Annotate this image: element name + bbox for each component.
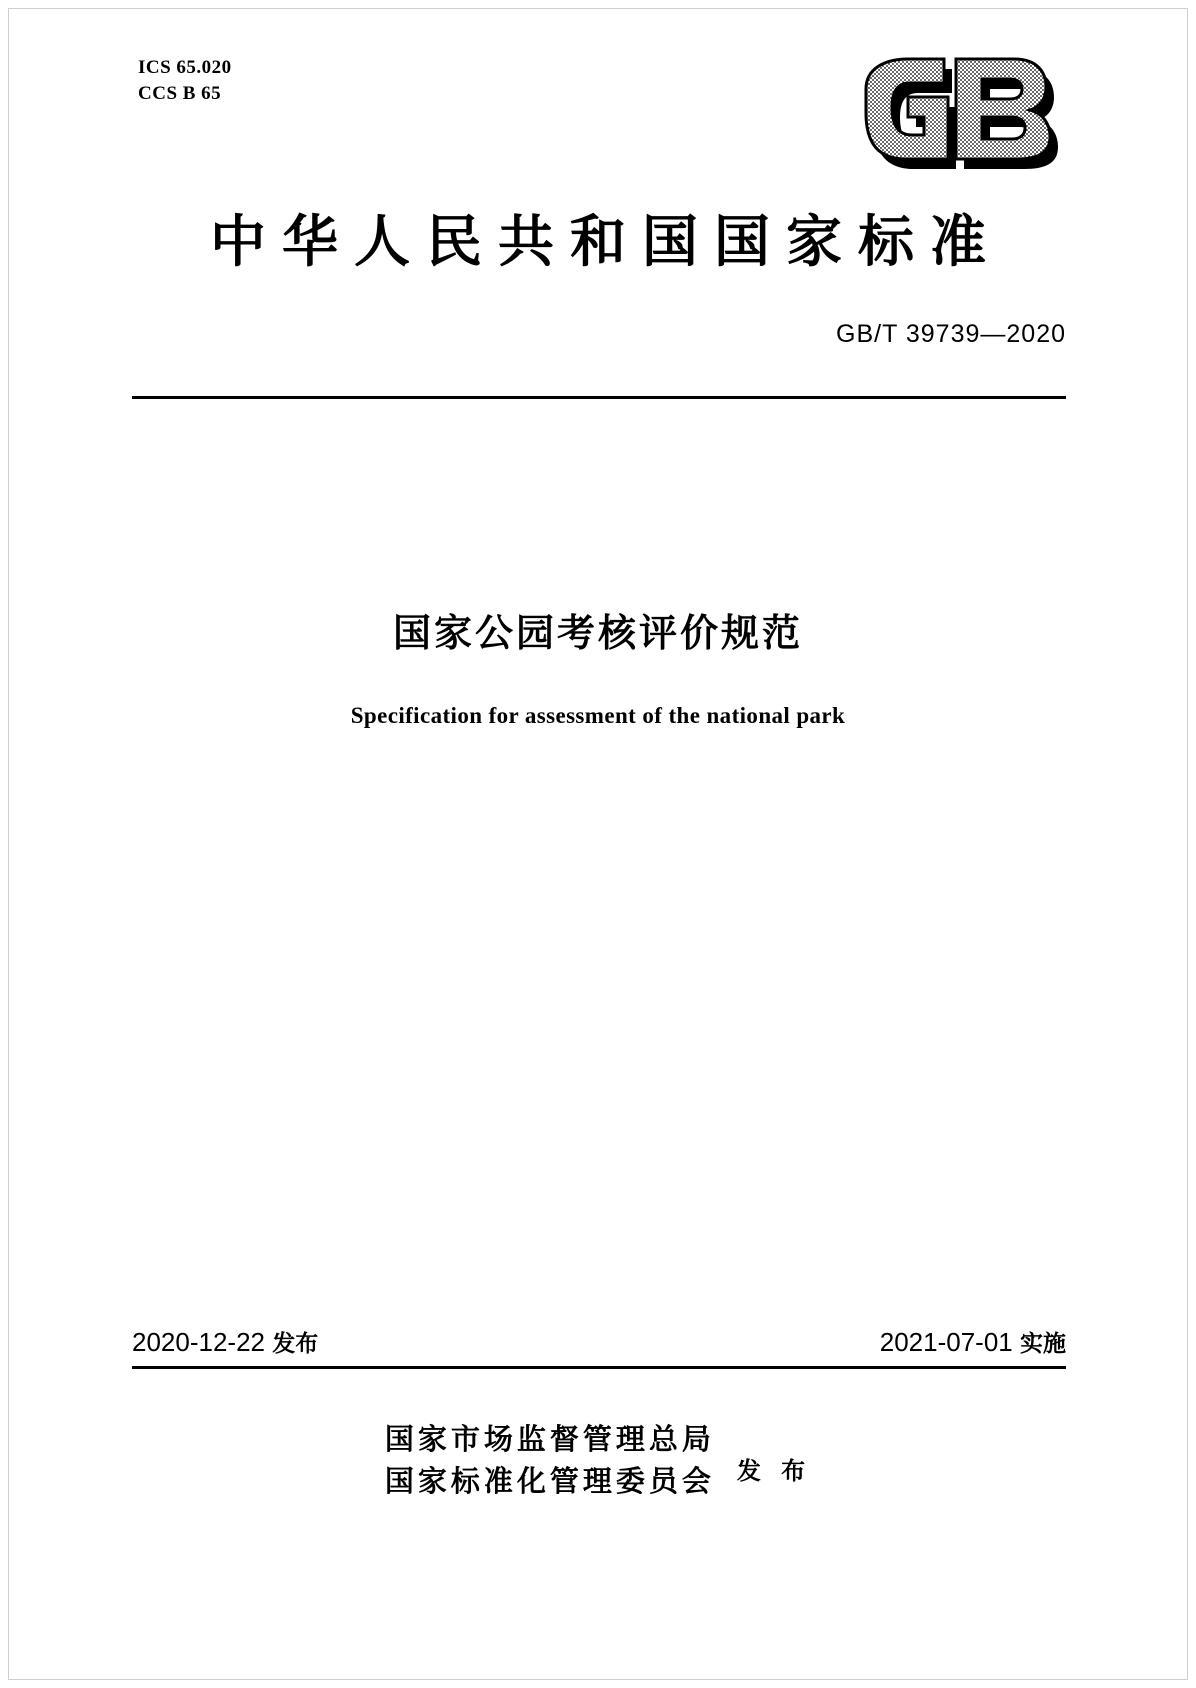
ccs-code: CCS B 65 [138, 82, 222, 104]
release-date: 2020-12-22 [132, 1327, 265, 1357]
publisher-names [385, 1418, 715, 1502]
release-date-group [132, 1325, 318, 1358]
divider-top [132, 396, 1066, 399]
implementation-date: 2021-07-01 [879, 1327, 1013, 1357]
divider-bottom [132, 1366, 1066, 1369]
publisher-issue-label: 发 布 [736, 1457, 812, 1486]
standard-number: GB/T 39739—2020 [836, 320, 1066, 348]
release-label: 发布 [272, 1331, 319, 1357]
ics-code: ICS 65.020 [138, 57, 232, 78]
document-title-english: Specification for assessment of the national park [350, 703, 846, 728]
dates-row [132, 1325, 1066, 1358]
publisher-line-2: 国家标准化管理委员会 [384, 1463, 715, 1498]
implementation-label: 实施 [1020, 1331, 1066, 1357]
publisher-block [0, 1418, 1196, 1502]
publisher-line-1: 国家市场监督管理总局 [384, 1421, 715, 1456]
document-title-chinese: 国家公园考核评价规范 [392, 611, 803, 655]
classification-codes [138, 55, 232, 106]
national-standard-heading: 中华人民共和国国家标准 [210, 210, 1002, 275]
implementation-date-group [880, 1325, 1066, 1358]
gb-logo-icon [848, 55, 1068, 185]
